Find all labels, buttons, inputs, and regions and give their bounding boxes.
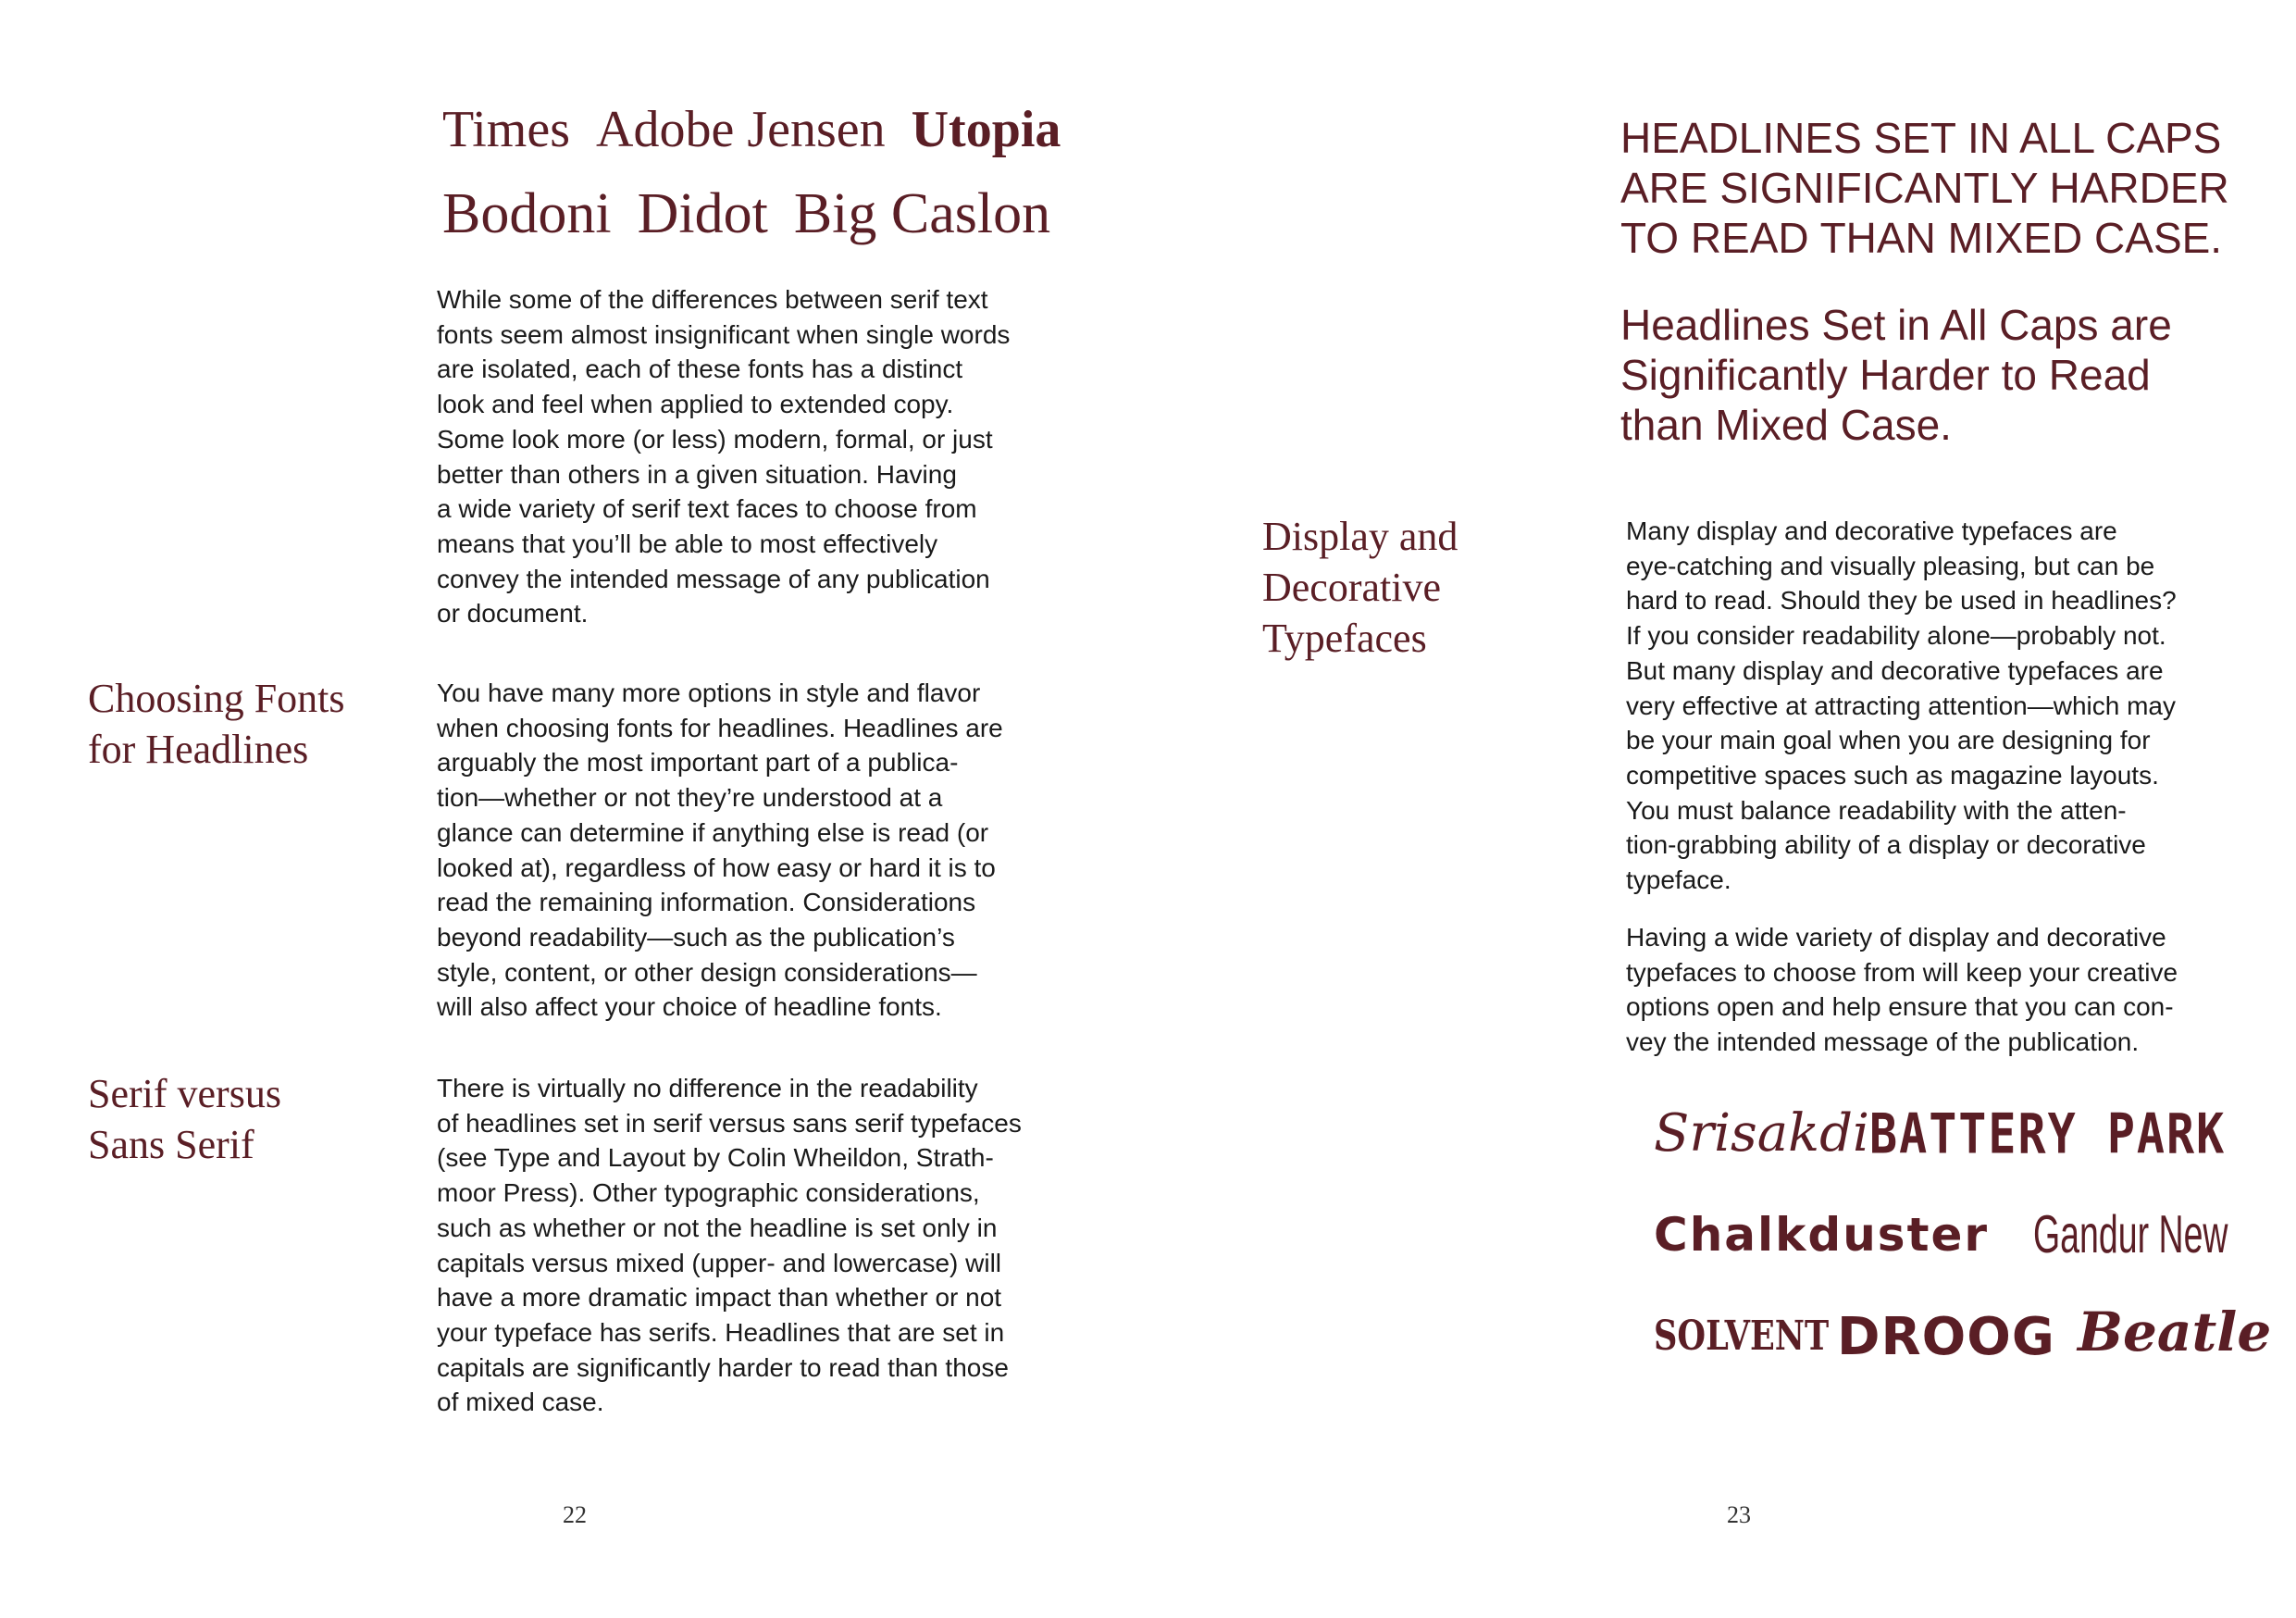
font-sample-battery-park: BATTERY PARK [1869,1101,2227,1166]
font-sample-utopia: Utopia [911,101,1061,158]
text-line: hard to read. Should they be used in headlines? [1626,586,2177,616]
text-line: of mixed case. [437,1388,604,1417]
font-sample-bodoni: Bodoni [442,182,612,245]
heading-line: Typefaces [1262,616,1427,661]
page-number-right: 23 [1727,1501,1751,1528]
text-line: competitive spaces such as magazine layouts. [1626,760,2159,790]
caps-headline [1620,113,2229,263]
text-line: or document. [437,599,589,629]
text-line: are isolated, each of these fonts has a distinct [437,355,963,384]
text-line: vey the intended message of the publication. [1626,1027,2140,1057]
text-line: tion—whether or not they’re understood at a [437,783,943,813]
text-line: look and feel when applied to extended copy. [437,390,954,419]
text-line: typefaces to choose from will keep your creative [1626,957,2178,987]
text-line: There is virtually no difference in the readability [437,1074,978,1102]
text-line: (see Type and Layout by Colin Wheildon, Strath- [437,1143,994,1173]
font-sample-droog: DROOG [1837,1307,2055,1367]
text-line: a wide variety of serif text faces to choose from [437,494,977,524]
text-line: beyond readability—such as the publication’s [437,922,955,952]
text-line: eye-catching and visually pleasing, but can be [1626,551,2155,580]
font-sample-solvent: SOLVENT [1654,1313,1830,1360]
page-number-left: 22 [563,1501,587,1528]
headline-line: Significantly Harder to Read [1620,351,2151,399]
text-line: have a more dramatic impact than whether or not [437,1283,1002,1313]
heading-display-decorative [1262,511,1458,664]
font-sample-srisakdi: Srisakdi [1654,1103,1869,1164]
headline-line: HEADLINES SET IN ALL CAPS [1620,114,2222,162]
text-line: looked at), regardless of how easy or hard it is to [437,853,996,882]
font-sample-big-caslon: Big Caslon [793,182,1051,245]
text-line: capitals are significantly harder to read than those [437,1352,1009,1382]
intro-paragraph [437,282,1066,631]
heading-line: Sans Serif [88,1122,254,1167]
text-line: tion-grabbing ability of a display or decorative [1626,830,2146,860]
font-sample-adobe-jensen: Adobe Jensen [596,101,886,158]
text-line: typeface. [1626,865,1731,895]
text-line: style, content, or other design considerations— [437,957,977,987]
text-line: But many display and decorative typefaces are [1626,655,2164,685]
font-samples-row-2 [442,181,1076,247]
text-line: better than others in a given situation. Having [437,459,957,489]
display-paragraph [1626,514,2255,898]
heading-choosing-fonts [88,673,345,775]
text-line: read the remaining information. Considerations [437,888,976,917]
headline-line: TO READ THAN MIXED CASE. [1620,214,2223,262]
serif-paragraph [437,1071,1066,1420]
font-sample-times: Times [442,101,571,158]
text-line: when choosing fonts for headlines. Headlines are [437,713,1003,742]
variety-paragraph [1626,920,2255,1060]
text-line: moor Press). Other typographic considerations, [437,1178,980,1208]
text-line: arguably the most important part of a publica- [437,748,959,778]
text-line: will also affect your choice of headline fonts. [437,992,942,1022]
text-line: options open and help ensure that you can con- [1626,992,2174,1022]
choosing-paragraph [437,676,1066,1025]
text-line: means that you’ll be able to most effectively [437,529,938,558]
text-line: You have many more options in style and flavor [437,678,981,707]
font-sample-didot: Didot [637,182,768,245]
text-line: your typeface has serifs. Headlines that are set in [437,1317,1005,1347]
headline-line: than Mixed Case. [1620,401,1952,449]
text-line: If you consider readability alone—probably not. [1626,621,2166,651]
mixed-case-headline [1620,300,2172,450]
text-line: such as whether or not the headline is set only in [437,1213,998,1242]
heading-line: Serif versus [88,1071,281,1116]
font-sample-gandur-new: Gandur New [2033,1204,2228,1264]
headline-line: Headlines Set in All Caps are [1620,301,2172,349]
font-samples-row-1 [442,100,1086,159]
text-line: be your main goal when you are designing for [1626,726,2151,755]
text-line: very effective at attracting attention—which may [1626,691,2176,720]
heading-line: Decorative [1262,565,1441,610]
font-sample-chalkduster: Chalkduster [1654,1208,1990,1262]
font-sample-beatle: Beatle [2078,1301,2272,1363]
text-line: of headlines set in serif versus sans serif typefaces [437,1108,1022,1138]
text-line: capitals versus mixed (upper- and lowercase) will [437,1248,1002,1277]
headline-line: ARE SIGNIFICANTLY HARDER [1620,164,2229,212]
text-line: While some of the differences between serif text [437,285,988,314]
text-line: Some look more (or less) modern, formal, or just [437,424,993,454]
text-line: fonts seem almost insignificant when single words [437,319,1011,349]
heading-serif-vs-sans [88,1068,281,1170]
text-line: Many display and decorative typefaces are [1626,517,2117,545]
text-line: convey the intended message of any publication [437,564,990,593]
text-line: You must balance readability with the atten- [1626,795,2127,825]
heading-line: Display and [1262,514,1458,559]
heading-line: Choosing Fonts [88,676,345,721]
text-line: Having a wide variety of display and decorative [1626,923,2166,952]
heading-line: for Headlines [88,727,309,772]
text-line: glance can determine if anything else is read (or [437,817,989,847]
